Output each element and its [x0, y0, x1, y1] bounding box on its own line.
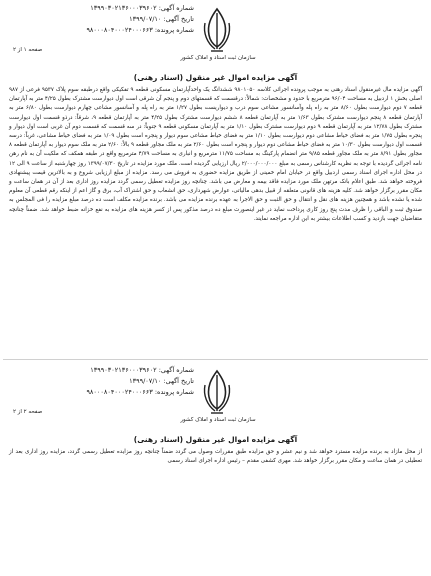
- iran-emblem-icon: [197, 367, 237, 419]
- notice-header: [9, 3, 422, 73]
- notice-body: آگهی مزایده مال غیرمنقول اسناد رهنی به موجب پرونده اجرائی کلاسه ۹۸۰۱۰۵۰ ششدانگ یک واحدآپارتمان مسکونی قطعه ۹ تفکیکی واقع درطبقه سوم پلاک ۹۵۳۷ فرعی از ۹۸۷ اصلی بخش ۱ اردبیل به مساحت ۹۶/۰۴ مترمربع با حدود و مشخصات: شمالاً: درقسمت که قسمتهای دوم و پنجم آن شرقی است اول دیوارست مشترک بطول ۴/۲۵ متر به آپارتمان قطعه ۷ دوم دیوارست بطول ۸/۶۰ متر به راه پله وآسانسور مشاعی سوم درب و دیواریست بطول ۱/۲۷ متر به راه پله و آسانسور مشاعی چهارم دیوارست بطول ۶/۸۰ متر به آپارتمان قطعه ۸ پنجم دیوارست مشترک بطول ۱/۶۳ متر به آپارتمان قطعه ۸ ششم دیوارست مشترک بطول ۴/۲۵ متر به آپارتمان قطعه ۹، شرقاً: درذو قسمت اول دیوارست مشترک بطول ۱۲/۷۸ متر به آپارتمان قطعه ۹ دوم دیوارست مشترک بطول ۱/۱۰ متر به آپارتمان مسکونی قطعه ۹ جنوباً: در سه قسمت که قسمت دوم آن غربی است اول دیوار و پنجره بطول ۱/۷۵ متر به فضای خیاط مشاعی دوم دیوارست بطول ۱/۱۰ متر به فضای خیاط مشاعی سوم دیوار و پنجره است بطول ۱/۰۹ متر به فضای خیاط مشاعی، غرباً: درسه قسمت اول دیوارست بطول ۱۰/۳۰ متر به فضای خیاط مشاعی دوم دیوار و پنجره است بطول ۲/۶۰ متر به ملک مجاور قطعه ۹ بالاً: ۲/۶۰ متر به ملک سوم دیوار به آپارتمان قطعه ۸ مجاور بطول ۸/۹۱ متر به ملک مجاور قطعه ۹/۸۵ متر انضمام پارکینگ به مساحت ۱۱/۷۵ مترمربع و انباری به مساحت ۴/۷۹ مترمربع واقع در طبقه همکف که ملکیت آن به نام رهن نامه اجرائی گردیده با توجه به نظریه کارشناس رسمی به مبلغ ۲/۰۰۰/۰۰۰/۰۰۰ ریال ارزیابی گردیده است. ملک مورد مزایده در تاریخ ۱۳۹۹/۰۷/۳۰ روز چهارشنبه از ساعت ۹ الی ۱۲ در محل اداره اجرای اسناد رسمی اردبیل واقع در خیابان امام خمینی از طریق مزایده حضوری به فروش می رسد. مزایده از مبلغ ارزیابی شروع و به بالاترین قیمت پیشنهادی فروخته خواهد شد. طبق اعلام بانک مرتهن ملک مورد مزایده فاقد بیمه و معارض می باشد. چنانچه روز مزایده تعطیل رسمی گردد مزایده روز اداری بعد از آن در همان ساعت و مکان مقرر برگزار خواهد شد. کلیه هزینه های قانونی متعلقه از قبیل بدهی مالیاتی، عوارض شهرداری، حق انشعاب و حق اشتراک آب، برق و گاز اعم از اینکه رقم قطعی آن معلوم شده یا نشده باشد و همچنین هزینه های نقل و انتقال و حق الثبت و حق الاجرا به عهده برنده مزایده می باشد. برنده مزایده مکلف است ده درصد مبلغ مزایده را فی المجلس به صندوق ثبت و الباقی را ظرف مدت پنج روز کاری پرداخت نماید در غیر اینصورت مبلغ ده درصد مذکور پس از کسر هزینه های مزایده به نفع خزانه ضبط خواهد شد. ضمناً چنانچه متقاضیان جهت بازدید و کسب اطلاعات بیشتر به این اداره مراجعه نمایند.: [9, 87, 423, 222]
- notice-number: شماره آگهی: ۱۳۹۹۰۳۰۲۱۳۶۰۰۰۳۹۶۰۲: [90, 4, 194, 12]
- iran-emblem-icon: [197, 5, 237, 57]
- page-divider: [3, 359, 428, 360]
- page-number: صفحه ۱ از ۲: [13, 47, 43, 53]
- notice-title: آگهی مزایده اموال غیر منقول (اسناد رهنی): [133, 435, 298, 444]
- notice-date: تاریخ آگهی: ۱۳۹۹/۰۷/۱۰: [129, 15, 194, 23]
- notice-body: از محل مازاد به برنده مزایده مسترد خواهد شد و نیم عشر و حق مزایده طبق مقررات وصول می گردد ضمناً چنانچه روز مزایده تعطیل رسمی گردد، مزایده روز اداری بعد از تعطیلی در همان ساعت و مکان مقرر برگزار خواهد شد. مهری کشفی مقدم – رئیس اداره اجرای اسناد رسمی: [9, 449, 422, 465]
- notice-meta: [9, 3, 194, 36]
- page-number: صفحه ۲ از ۲: [13, 409, 43, 415]
- org-caption: سازمان ثبت اسناد و املاک کشور: [180, 55, 256, 61]
- notice-date: تاریخ آگهی: ۱۳۹۹/۰۷/۱۰: [129, 377, 194, 385]
- case-number: شماره پرونده: ۹۸۰۰۰۸۰۴۰۰۰۲۴۰۰۰۶۶۳: [86, 388, 194, 396]
- notice-title: آگهی مزایده اموال غیر منقول (اسناد رهنی): [133, 73, 298, 82]
- case-number: شماره پرونده: ۹۸۰۰۰۸۰۴۰۰۰۲۴۰۰۰۶۶۳: [86, 26, 194, 34]
- notice-number: شماره آگهی: ۱۳۹۹۰۳۰۲۱۳۶۰۰۰۳۹۶۰۲: [90, 366, 194, 374]
- org-caption: سازمان ثبت اسناد و املاک کشور: [180, 417, 256, 423]
- notice-header: [9, 365, 422, 435]
- notice-meta: [9, 365, 194, 398]
- notice-page-2: [9, 365, 422, 466]
- notice-page-1: [9, 3, 422, 224]
- document-page: [3, 3, 428, 573]
